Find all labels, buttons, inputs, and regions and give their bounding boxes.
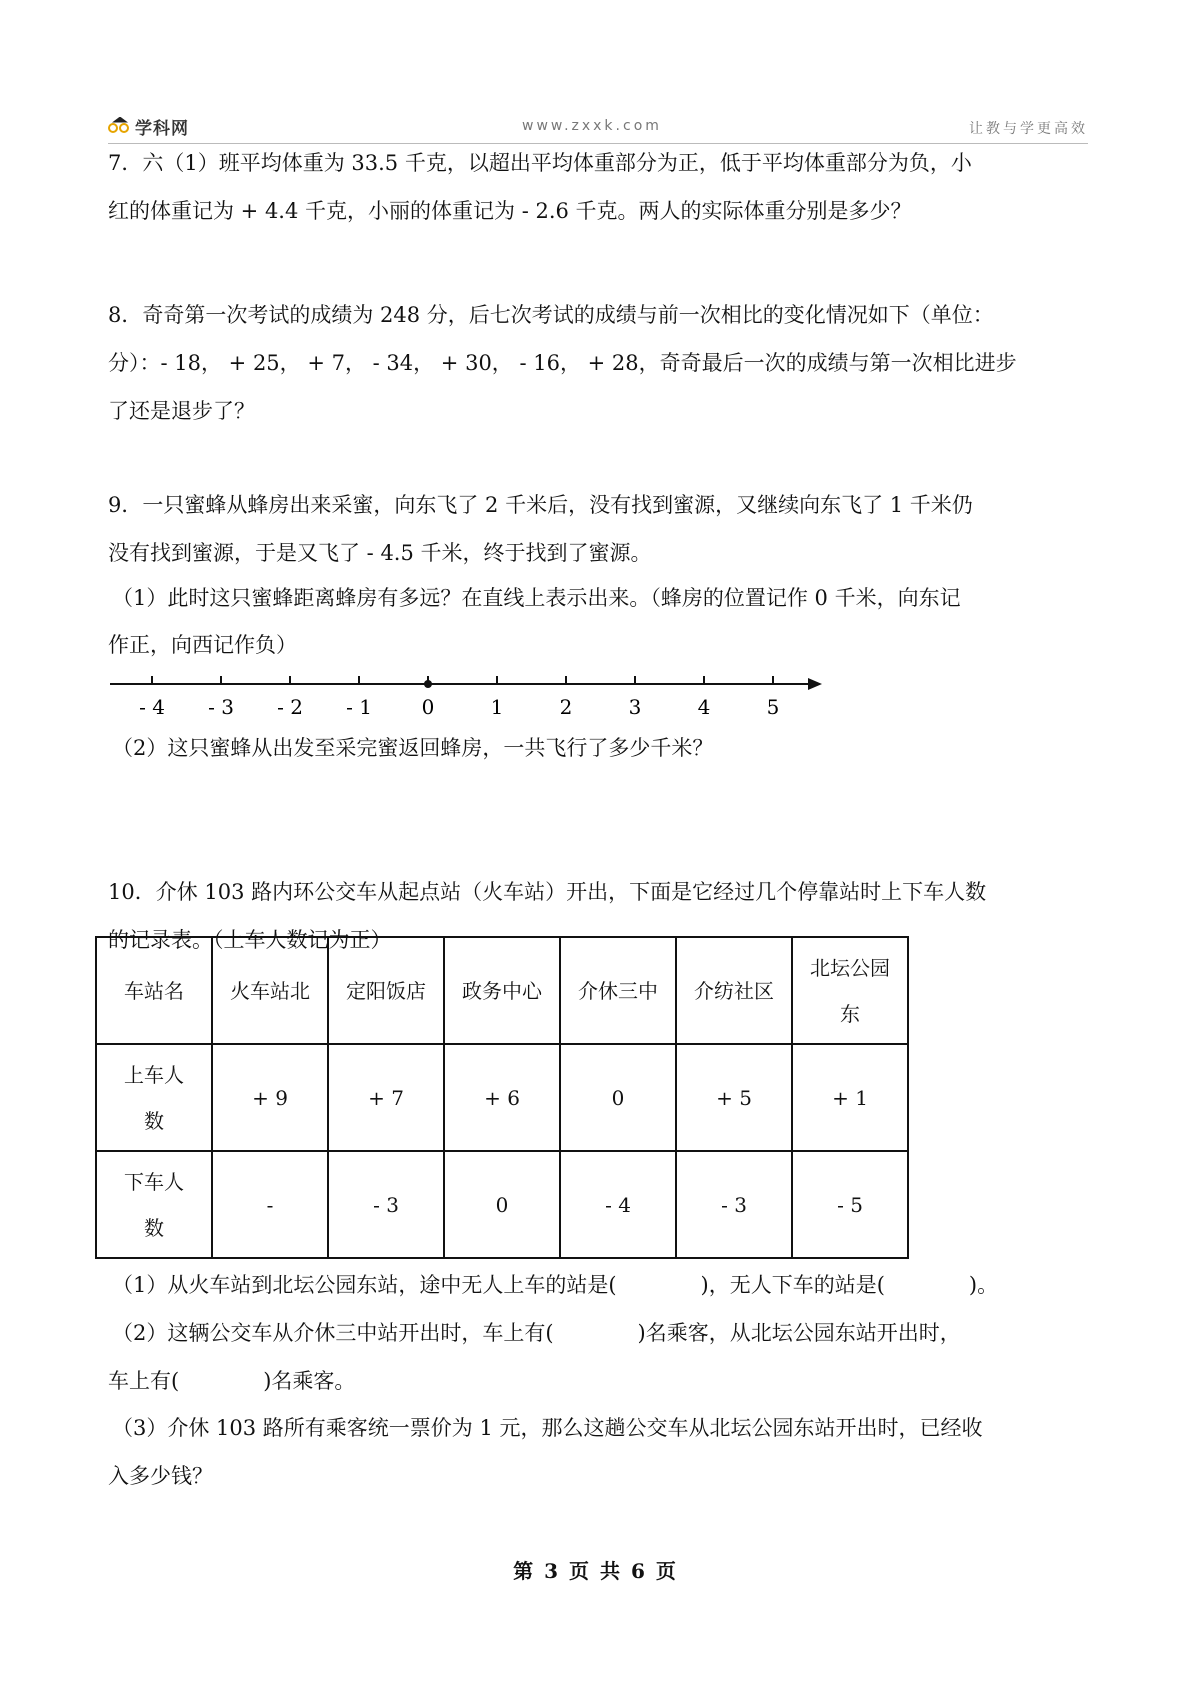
q10-sub2-line2: 车上有( )名乘客。 <box>108 1369 356 1393</box>
q10-sub1: （1）从火车站到北坛公园东站，途中无人上车的站是( )，无人下车的站是( )。 <box>112 1273 999 1297</box>
slogan: 让教与学更高效 <box>969 121 1088 137</box>
table-cell: + 6 <box>444 1044 560 1151</box>
q10-line2: 的记录表。（上车人数记为正） <box>108 928 392 952</box>
table-cell: 车站名 <box>96 937 212 1044</box>
logo <box>108 114 189 139</box>
table-cell: - 4 <box>560 1151 676 1258</box>
table-cell: 介纺社区 <box>676 937 792 1044</box>
number-line-tick-label: 3 <box>628 695 642 719</box>
number-line-tick-label: 0 <box>421 695 435 719</box>
header-divider <box>108 143 1088 144</box>
q9-line2: 没有找到蜜源，于是又飞了 - 4.5 千米，终于找到了蜜源。 <box>108 541 652 565</box>
q10-sub3-line2: 入多少钱？ <box>108 1464 213 1488</box>
number-line-tick-label: - 1 <box>346 695 372 719</box>
number-line-tick-label: - 4 <box>139 695 165 719</box>
owl-logo-icon <box>108 117 132 137</box>
page-header <box>108 112 1088 144</box>
table-cell: 政务中心 <box>444 937 560 1044</box>
q7-line1: 7．六（1）班平均体重为 33.5 千克，以超出平均体重部分为正，低于平均体重部分为负，小 <box>108 151 972 175</box>
table-cell: - <box>212 1151 328 1258</box>
site-url: www.zxxk.com <box>522 118 662 134</box>
q10-sub3-line1: （3）介休 103 路所有乘客统一票价为 1 元，那么这趟公交车从北坛公园东站开出时，已经收 <box>112 1416 983 1440</box>
number-line-tick-label: 1 <box>490 695 504 719</box>
q9-line1: 9．一只蜜蜂从蜂房出来采蜜，向东飞了 2 千米后，没有找到蜜源，又继续向东飞了 1 千米仍 <box>108 493 973 517</box>
table-cell: 0 <box>560 1044 676 1151</box>
table-cell: + 7 <box>328 1044 444 1151</box>
table-cell: - 3 <box>328 1151 444 1258</box>
number-line-tick-label: 5 <box>766 695 780 719</box>
number-line-tick-label: - 2 <box>277 695 303 719</box>
q8-line1: 8．奇奇第一次考试的成绩为 248 分，后七次考试的成绩与前一次相比的变化情况如下（单位： <box>108 303 994 327</box>
table-row-boarding <box>96 1044 908 1151</box>
origin-point <box>424 680 432 688</box>
q10-line1: 10．介休 103 路内环公交车从起点站（火车站）开出，下面是它经过几个停靠站时上下车人数 <box>108 880 987 904</box>
table-cell: 火车站北 <box>212 937 328 1044</box>
table-cell: + 9 <box>212 1044 328 1151</box>
number-line-tick-label: 4 <box>697 695 711 719</box>
logo-text: 学科网 <box>135 119 189 139</box>
table-cell: - 5 <box>792 1151 908 1258</box>
table-cell: 上车人数 <box>96 1044 212 1151</box>
table-cell: - 3 <box>676 1151 792 1258</box>
table-cell: 定阳饭店 <box>328 937 444 1044</box>
q7-line2: 红的体重记为 + 4.4 千克，小丽的体重记为 - 2.6 千克。两人的实际体重分别是多少？ <box>108 199 912 223</box>
table-cell: 0 <box>444 1151 560 1258</box>
table-header-row <box>96 937 908 1044</box>
arrow-right-icon <box>808 678 822 690</box>
number-line-tick-label: 2 <box>559 695 573 719</box>
table-cell: 下车人数 <box>96 1151 212 1258</box>
table-cell: + 1 <box>792 1044 908 1151</box>
table-cell: 介休三中 <box>560 937 676 1044</box>
page-footer: 第 3 页 共 6 页 <box>513 1559 678 1583</box>
q8-line3: 了还是退步了？ <box>108 399 255 423</box>
table-cell: 北坛公园东 <box>792 937 908 1044</box>
table-cell: + 5 <box>676 1044 792 1151</box>
q10-sub2-line1: （2）这辆公交车从介休三中站开出时，车上有( )名乘客，从北坛公园东站开出时， <box>112 1321 961 1345</box>
q8-line2: 分）：- 18， + 25， + 7， - 34， + 30， - 16， + 28，奇奇最后一次的成绩与第一次相比进步 <box>108 351 1017 375</box>
table-row-alighting <box>96 1151 908 1258</box>
number-line <box>108 660 828 720</box>
bus-record-table <box>95 936 909 1259</box>
q9-sub2: （2）这只蜜蜂从出发至采完蜜返回蜂房，一共飞行了多少千米？ <box>112 736 714 760</box>
q9-sub1-line1: （1）此时这只蜜蜂距离蜂房有多远？在直线上表示出来。（蜂房的位置记作 0 千米，向东记 <box>112 586 961 610</box>
number-line-tick-label: - 3 <box>208 695 234 719</box>
q9-sub1-line2: 作正，向西记作负） <box>108 633 297 657</box>
